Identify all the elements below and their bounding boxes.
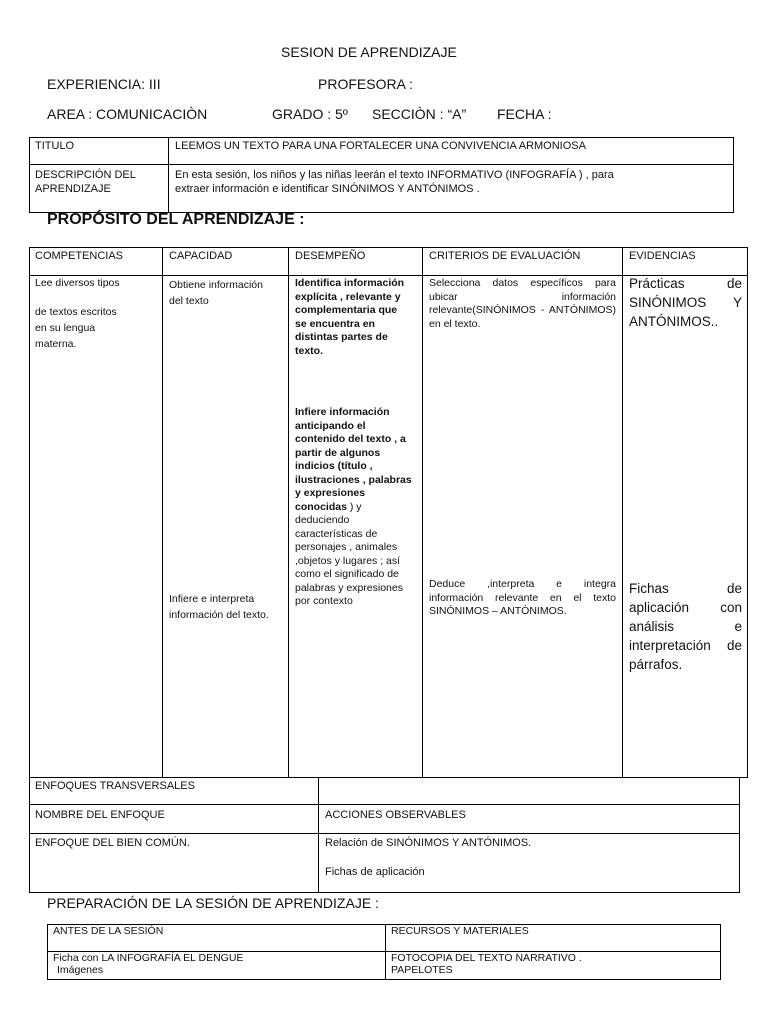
header-evidencias: EVIDENCIAS [629,250,696,262]
accion-fichas: Fichas de aplicación [325,866,425,878]
evidencia-practicas: Prácticas de SINÓNIMOS Y ANTÓNIMOS.. [629,276,742,329]
descripcion-label: APRENDIZAJE [35,183,111,195]
area-label: AREA : COMUNICACIÒN [47,106,208,122]
competencia-text: materna. [35,338,77,350]
competencia-text: Lee diversos tipos [35,277,120,289]
divider [29,833,740,834]
header-competencias: COMPETENCIAS [35,250,124,262]
desempeno-infiere-bold: Infiere información anticipando el contenido del texto , a partir de algunos indicios (título , ilustraciones , palabras y expresiones conocidas [295,406,412,513]
criterio-deduce: Deduce ,interpreta e integra información relevante en el texto SINÓNIMOS – ANTÓNIMOS. [429,578,616,617]
descripcion-value: extraer información e identificar SINÓNIMOS Y ANTÓNIMOS . [175,183,480,195]
antes-imagenes: Imágenes [57,964,104,976]
seccion-label: SECCIÒN : “A” [372,106,467,122]
divider [168,137,169,213]
proposito-heading: PROPÓSITO DEL APRENDIZAJE : [47,211,305,228]
recursos-fotocopia: FOTOCOPIA DEL TEXTO NARRATIVO . [391,952,582,964]
acciones-header: ACCIONES OBSERVABLES [325,809,466,821]
accion-relacion: Relación de SINÓNIMOS Y ANTÓNIMOS. [325,837,532,849]
capacidad-infiere: Infiere e interpreta información del texto. [169,593,269,621]
preparacion-heading: PREPARACIÓN DE LA SESIÓN DE APRENDIZAJE : [47,895,379,911]
recursos-header: RECURSOS Y MATERIALES [391,925,529,937]
header-capacidad: CAPACIDAD [169,250,233,262]
descripcion-label: DESCRIPCIÓN DEL [35,169,136,181]
grado-label: GRADO : 5º [272,106,348,122]
titulo-value: LEEMOS UN TEXTO PARA UNA FORTALECER UNA CONVIVENCIA ARMONIOSA [175,140,586,152]
criterio-selecciona: Selecciona datos específicos para ubicar información relevante(SINÓNIMOS - ANTÓNIMOS) en el texto. [429,277,616,330]
enfoque-bien-comun: ENFOQUE DEL BIEN COMÚN. [35,837,190,849]
desempeno-infiere [295,406,413,609]
antes-header: ANTES DE LA SESIÓN [53,925,164,937]
enfoque-header: NOMBRE DEL ENFOQUE [35,809,165,821]
recursos-papelotes: PAPELOTES [391,964,453,976]
fecha-label: FECHA : [497,106,552,122]
divider [162,247,163,778]
profesora-label: PROFESORA : [318,76,413,92]
divider [288,247,289,778]
evidencia-fichas: Fichas de aplicación con análisis e interpretación de párrafos. [629,581,742,672]
experiencia-label: EXPERIENCIA: III [47,76,161,92]
desempeno-infiere-rest: ) y deduciendo características de personajes , animales ,objetos y lugares ; así como el significado de palabras y expresiones por contexto [295,500,403,607]
descripcion-value: En esta sesión, los niños y las niñas leerán el texto INFORMATIVO (INFOGRAFÍA ) , para [175,169,614,181]
header-criterios: CRITERIOS DE EVALUACIÓN [429,250,581,262]
divider [29,804,740,805]
titulo-label: TITULO [35,140,75,152]
capacidad-obtiene: Obtiene información del texto [169,279,263,307]
divider [622,247,623,778]
enfoques-title: ENFOQUES TRANSVERSALES [35,780,195,792]
desempeno-identifica: Identifica información explícita , relevante y complementaria que se encuentra en distintas partes de texto. [295,277,405,357]
competencia-text: en su lengua [35,322,96,334]
divider [422,247,423,778]
divider [29,164,734,165]
page-title: SESION DE APRENDIZAJE [281,44,457,60]
header-desempeno: DESEMPEÑO [295,250,366,262]
divider [385,924,386,980]
divider [318,778,319,893]
competencia-text: de textos escritos [35,306,117,318]
antes-ficha: Ficha con LA INFOGRAFÍA EL DENGUE [53,952,244,964]
